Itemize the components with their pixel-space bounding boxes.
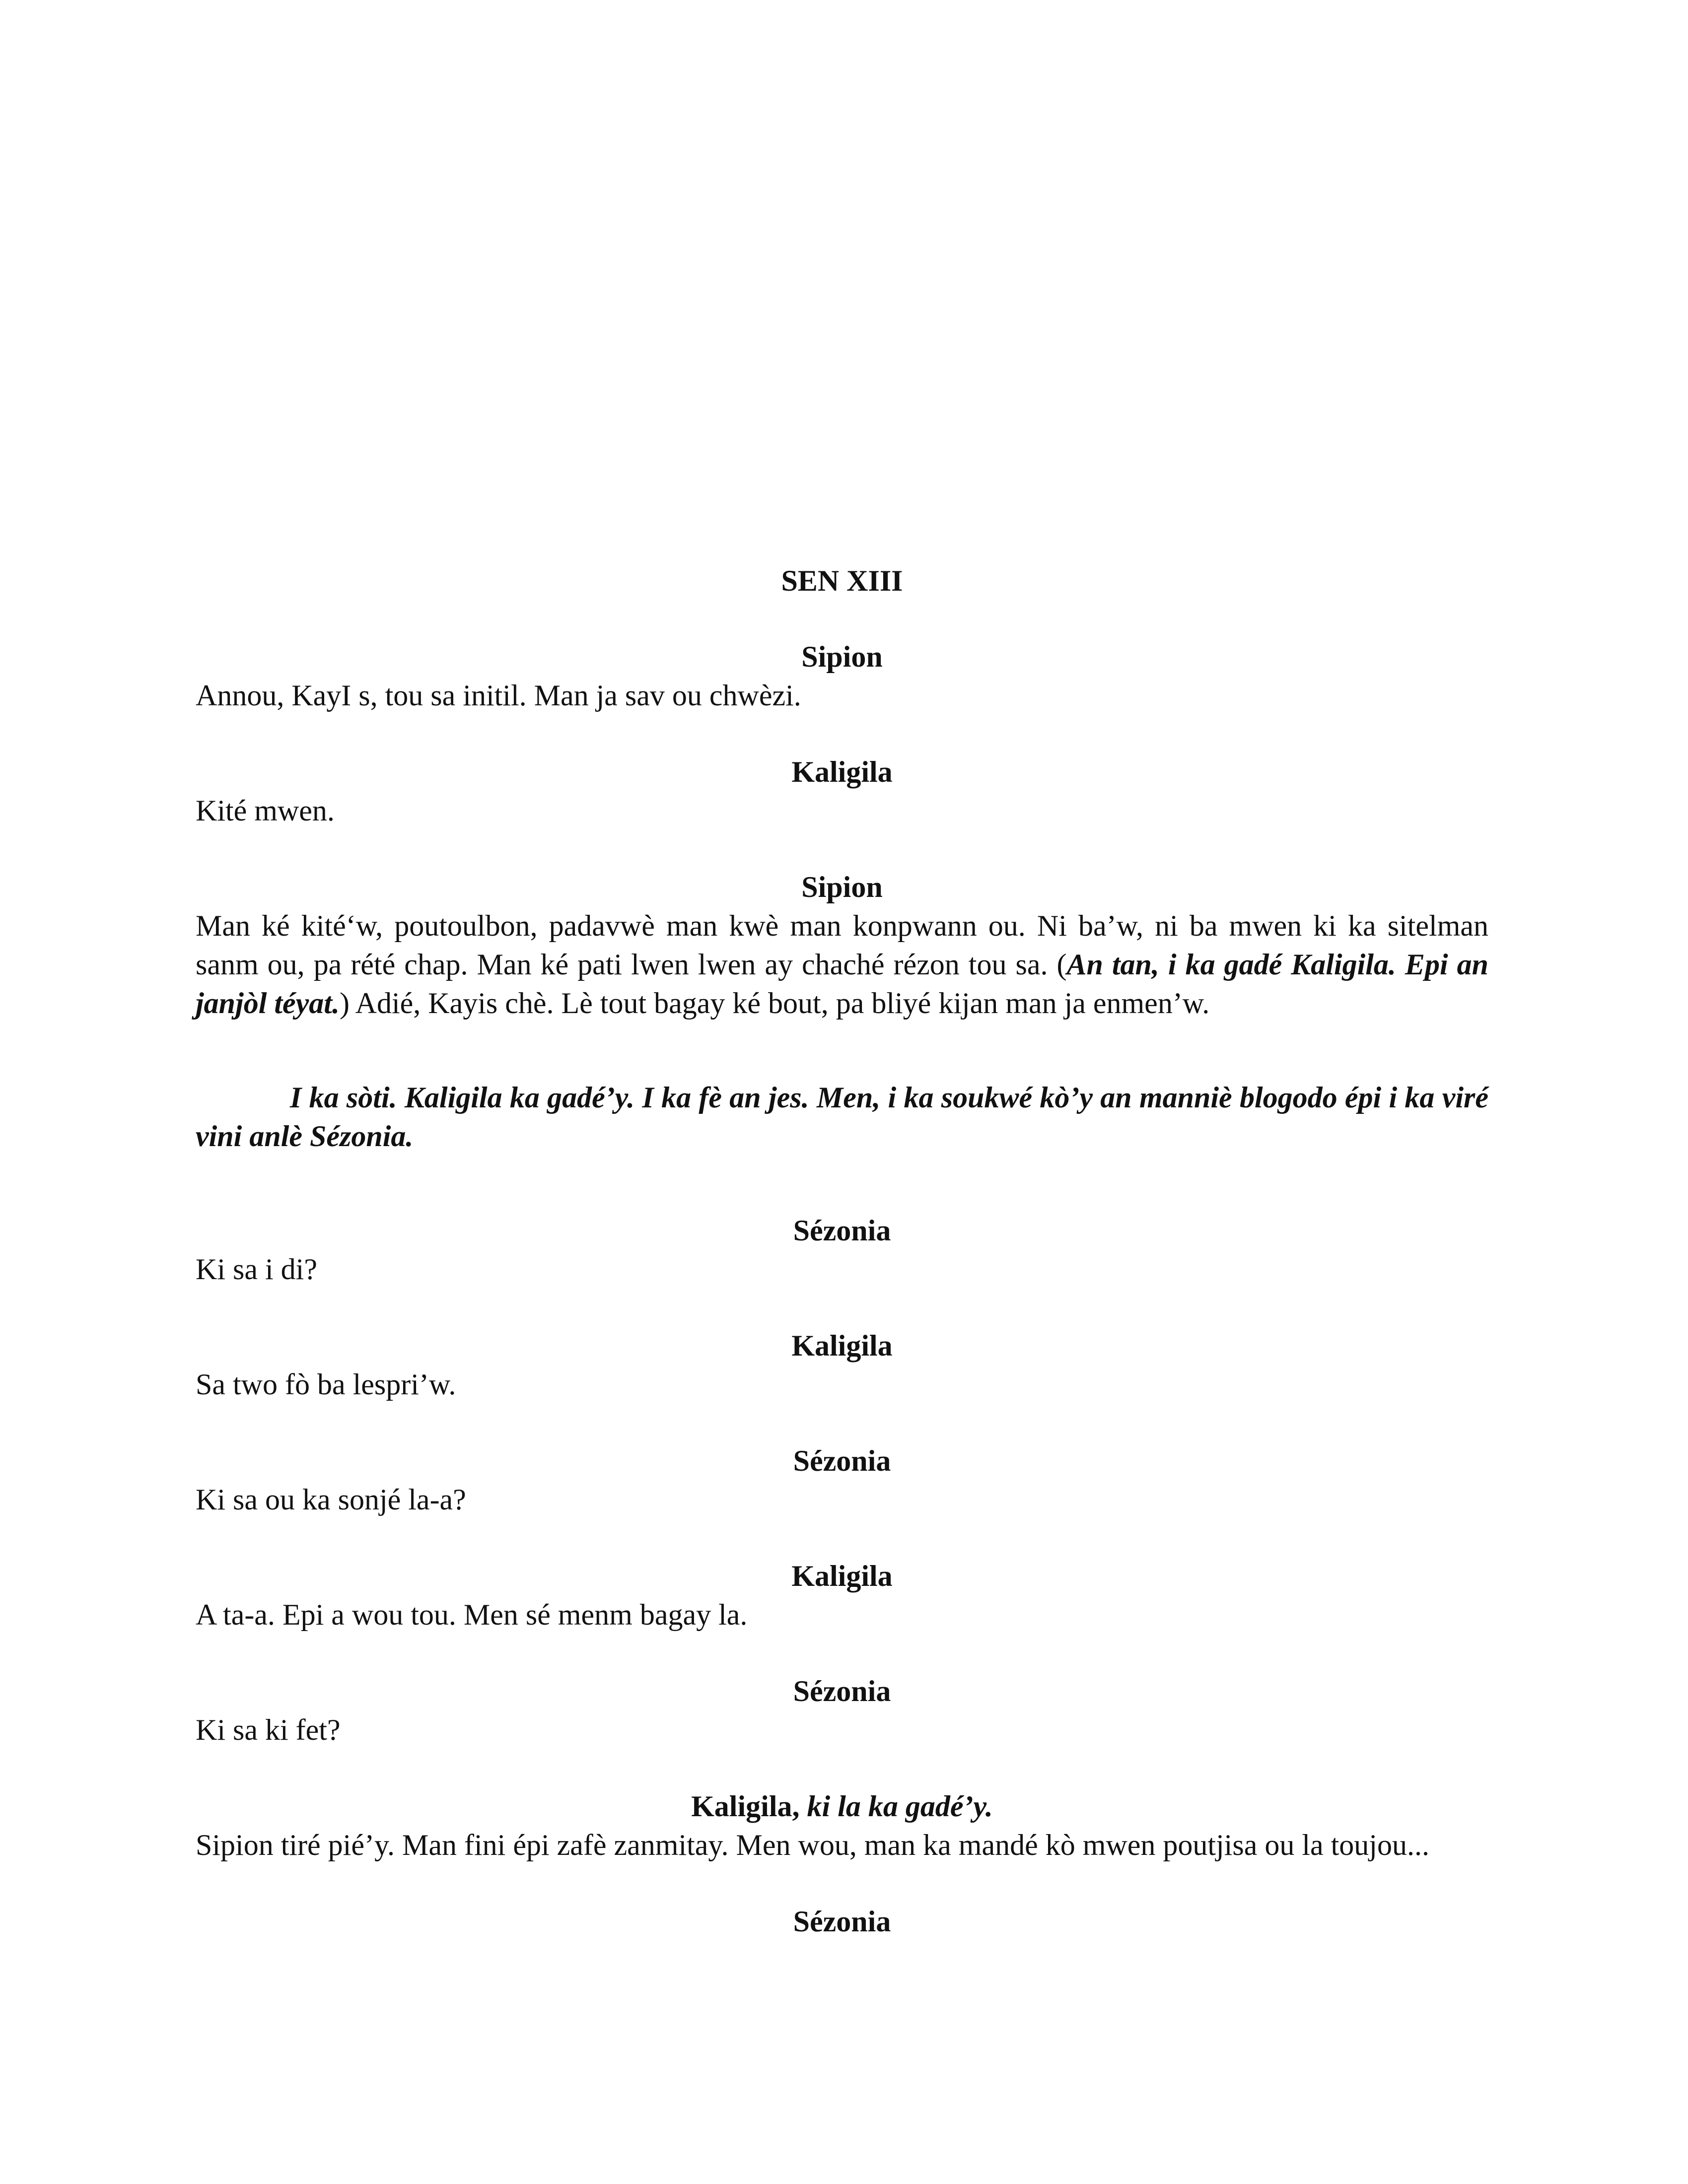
stage-direction-inline: An tan, i ka gadé Kaligila. Epi an janjòl téyat. [196, 948, 1488, 1020]
script-page [196, 561, 1488, 1979]
dialogue-line: Sipion tiré pié’y. Man fini épi zafè zanmitay. Men wou, man ka mandé kò mwen poutjisa ou la toujou... [196, 1829, 1429, 1861]
dialogue-line: Ki sa i di? [196, 1253, 317, 1286]
dialogue-text: ) Adié, Kayis chè. Lè tout bagay ké bout, pa bliyé kijan man ja enmen’w. [339, 987, 1210, 1020]
speaker-name: Sipion [801, 871, 883, 903]
speaker-direction: ki la ka gadé’y. [807, 1790, 993, 1823]
speaker-name: Sézonia [793, 1444, 891, 1477]
dialogue-line: A ta-a. Epi a wou tou. Men sé menm bagay la. [196, 1598, 748, 1631]
dialogue-text: Man ké kité‘w, poutoulbon, padavwè man kwè man konpwann ou. Ni ba’w, ni ba mwen ki ka sitelman sanm ou, pa rété chap. Man ké pati lwen lwen ay chaché rézon tou sa. ( [196, 909, 1488, 981]
dialogue-line: Kité mwen. [196, 794, 335, 827]
dialogue-line [196, 906, 1488, 1023]
dialogue-block [196, 1557, 1488, 1634]
dialogue-block [196, 1441, 1488, 1519]
speaker-name: Kaligila [791, 1329, 893, 1362]
speaker-name: Kaligila [791, 755, 893, 788]
dialogue-block [196, 1211, 1488, 1289]
speaker-name: Sézonia [793, 1214, 891, 1247]
dialogue-line: Sa two fò ba lespri’w. [196, 1368, 456, 1401]
dialogue-block [196, 637, 1488, 715]
dialogue-line: Ki sa ki fet? [196, 1713, 341, 1746]
dialogue-block [196, 1787, 1488, 1864]
dialogue-line: Ki sa ou ka sonjé la-a? [196, 1483, 466, 1516]
scene-title: SEN XIII [781, 564, 903, 597]
stage-direction: I ka sòti. Kaligila ka gadé’y. I ka fè an jes. Men, i ka soukwé kò’y an manniè blogodo épi i ka viré vini anlè Sézonia. [196, 1081, 1488, 1153]
dialogue-block [196, 752, 1488, 830]
dialogue-block [196, 1902, 1488, 1941]
dialogue-block [196, 1326, 1488, 1404]
dialogue-block [196, 868, 1488, 1023]
speaker-name: Sézonia [793, 1905, 891, 1938]
speaker-name: Sézonia [793, 1675, 891, 1707]
speaker-name: Kaligila [791, 1560, 893, 1592]
dialogue-block [196, 1672, 1488, 1749]
dialogue-line: Annou, KayI s, tou sa initil. Man ja sav ou chwèzi. [196, 679, 801, 712]
speaker-name: Sipion [801, 640, 883, 673]
speaker-label: Kaligila, [691, 1790, 800, 1823]
speaker-name [196, 1787, 1488, 1826]
